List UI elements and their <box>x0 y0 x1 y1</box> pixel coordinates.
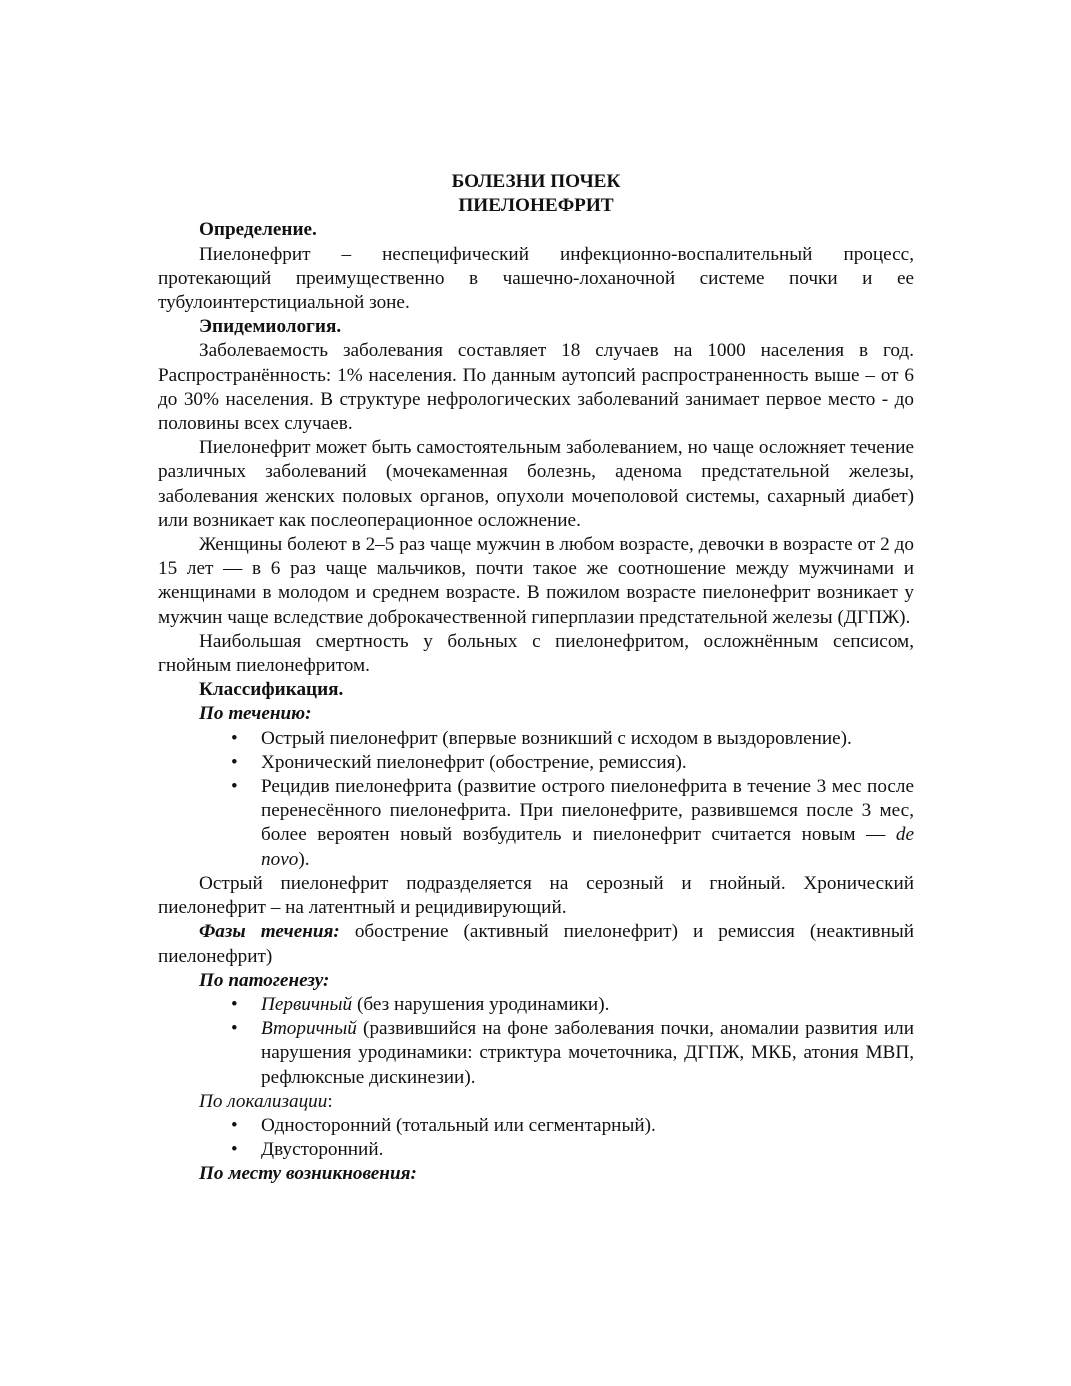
phases-label: Фазы течения: <box>199 921 340 943</box>
origin-heading: По месту возникновения: <box>199 1163 417 1185</box>
definition-heading: Определение. <box>199 219 317 241</box>
list-item: • Хронический пиелонефрит (обострение, ремиссия). <box>158 751 914 775</box>
list-item: • Двусторонний. <box>158 1138 914 1162</box>
list-item <box>158 775 914 872</box>
document-body <box>158 170 914 1187</box>
classification-heading: Классификация. <box>199 679 344 701</box>
epidemiology-paragraph-1: Заболеваемость заболевания составляет 18 случаев на 1000 населения в год. Распространённость: 1% населения. По данным аутопсий распространенность выше – от 6 до 30% населения. В структуре нефрологических заболеваний занимает первое место - до половины всех случаев. <box>158 340 914 435</box>
course-heading: По течению: <box>199 703 312 725</box>
epidemiology-paragraph-2: Пиелонефрит может быть самостоятельным заболеванием, но чаще осложняет течение различных заболеваний (мочекаменная болезнь, аденома предстательной железы, заболевания женских половых органов, опухоли мочеполовой системы, сахарный диабет) или возникает как послеоперационное осложнение. <box>158 437 914 531</box>
localization-label: По локализации <box>199 1090 328 1112</box>
secondary-text: (развившийся на фоне заболевания почки, аномалии развития или нарушения уродинамики: стриктура мочеточника, ДГПЖ, МКБ, атония МВП, рефлюксные дискинезии). <box>261 1018 914 1088</box>
phases-text: обострение (активный пиелонефрит) и ремиссия (неактивный пиелонефрит) <box>158 921 914 967</box>
course-list <box>158 727 914 872</box>
primary-label: Первичный <box>261 993 353 1015</box>
doc-title: БОЛЕЗНИ ПОЧЕК <box>451 171 621 192</box>
doc-subtitle: ПИЕЛОНЕФРИТ <box>458 195 614 217</box>
list-item <box>158 993 914 1017</box>
pathogenesis-heading: По патогенезу: <box>199 969 330 991</box>
list-item <box>158 1017 914 1090</box>
relapse-end: ). <box>298 848 310 870</box>
definition-text: Пиелонефрит – неспецифический инфекционно-воспалительный процесс, протекающий преимущественно в чашечно-лоханочной системе почки и ее тубулоинтерстициальной зоне. <box>158 243 914 314</box>
primary-text: (без нарушения уродинамики). <box>352 993 610 1015</box>
relapse-text: Рецидив пиелонефрита (развитие острого пиелонефрита в течение 3 мес после перенесённого пиелонефрита. При пиелонефрите, развившемся после 3 мес, более вероятен новый возбудитель и пиелонефрит считается новым — <box>261 776 914 846</box>
pathogenesis-list <box>158 993 914 1090</box>
localization-heading <box>158 1090 914 1114</box>
epidemiology-paragraph-3: Женщины болеют в 2–5 раз чаще мужчин в любом возрасте, девочки в возрасте от 2 до 15 лет — в 6 раз чаще мальчиков, почти такое же соотношение между мужчинами и женщинами в молодом и среднем возрасте. В пожилом возрасте пиелонефрит возникает у мужчин чаще вследствие доброкачественной гиперплазии предстательной железы (ДГПЖ). <box>158 534 914 628</box>
list-item: • Односторонний (тотальный или сегментарный). <box>158 1114 914 1138</box>
localization-list <box>158 1114 914 1162</box>
acute-text: Острый пиелонефрит подразделяется на серозный и гнойный. Хронический пиелонефрит – на латентный и рецидивирующий. <box>158 872 914 919</box>
secondary-label: Вторичный <box>261 1018 357 1040</box>
localization-colon: : <box>327 1090 333 1112</box>
phases-paragraph <box>158 920 914 968</box>
relapse-italic: de novo <box>261 824 915 870</box>
epidemiology-heading: Эпидемиология. <box>199 316 342 338</box>
list-item: • Острый пиелонефрит (впервые возникший с исходом в выздоровление). <box>158 727 914 751</box>
epidemiology-paragraph-4: Наибольшая смертность у больных с пиелонефритом, осложнённым сепсисом, гнойным пиелонефритом. <box>158 630 914 677</box>
